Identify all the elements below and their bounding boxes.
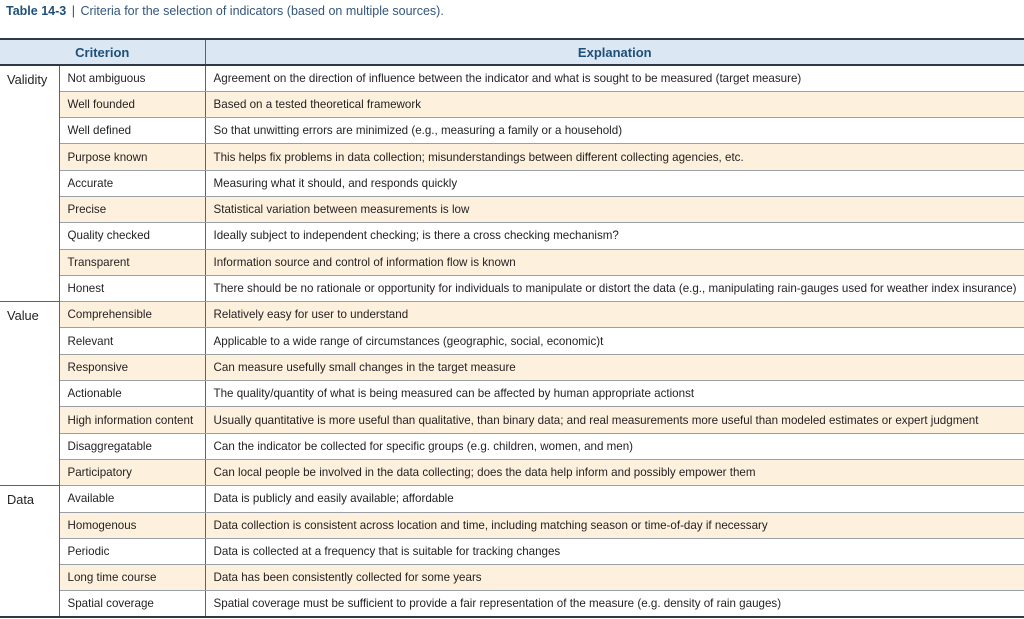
table-number: Table 14-3 [6, 4, 67, 18]
criterion-cell: Well defined [59, 118, 205, 144]
table-row [0, 118, 1024, 144]
table-row [0, 433, 1024, 459]
criterion-cell: Periodic [59, 538, 205, 564]
explanation-cell: Ideally subject to independent checking; is there a cross checking mechanism? [205, 223, 1024, 249]
criterion-cell: Available [59, 486, 205, 512]
explanation-cell: Based on a tested theoretical framework [205, 91, 1024, 117]
criterion-cell: Quality checked [59, 223, 205, 249]
criterion-cell: Homogenous [59, 512, 205, 538]
explanation-cell: Relatively easy for user to understand [205, 302, 1024, 328]
explanation-cell: So that unwitting errors are minimized (e.g., measuring a family or a household) [205, 118, 1024, 144]
caption-text: Criteria for the selection of indicators (based on multiple sources). [80, 4, 444, 18]
criterion-cell: Comprehensible [59, 302, 205, 328]
criteria-table [0, 38, 1024, 618]
explanation-cell: Information source and control of information flow is known [205, 249, 1024, 275]
criterion-cell: High information content [59, 407, 205, 433]
table-row [0, 565, 1024, 591]
explanation-cell: Agreement on the direction of influence between the indicator and what is sought to be measured (target measure) [205, 65, 1024, 91]
criterion-cell: Actionable [59, 381, 205, 407]
criterion-cell: Not ambiguous [59, 65, 205, 91]
table-row [0, 354, 1024, 380]
criterion-cell: Relevant [59, 328, 205, 354]
explanation-cell: Can local people be involved in the data collecting; does the data help inform and possibly empower them [205, 459, 1024, 485]
explanation-cell: Can the indicator be collected for specific groups (e.g. children, women, and men) [205, 433, 1024, 459]
criterion-cell: Long time course [59, 565, 205, 591]
caption-separator: | [71, 4, 75, 18]
explanation-cell: The quality/quantity of what is being measured can be affected by human appropriate actionst [205, 381, 1024, 407]
explanation-cell: Data collection is consistent across location and time, including matching season or time-of-day if necessary [205, 512, 1024, 538]
criterion-cell: Participatory [59, 459, 205, 485]
table-row [0, 302, 1024, 328]
table-row [0, 65, 1024, 91]
criterion-cell: Well founded [59, 91, 205, 117]
table-row [0, 512, 1024, 538]
explanation-cell: Data has been consistently collected for some years [205, 565, 1024, 591]
header-row [0, 39, 1024, 65]
explanation-cell: Applicable to a wide range of circumstances (geographic, social, economic)t [205, 328, 1024, 354]
explanation-cell: Spatial coverage must be sufficient to provide a fair representation of the measure (e.g. density of rain gauges) [205, 591, 1024, 617]
table-row [0, 591, 1024, 617]
table-row [0, 407, 1024, 433]
table-row [0, 249, 1024, 275]
explanation-cell: Data is publicly and easily available; affordable [205, 486, 1024, 512]
table-row [0, 196, 1024, 222]
criterion-cell: Honest [59, 275, 205, 301]
table-row [0, 538, 1024, 564]
explanation-cell: Can measure usefully small changes in the target measure [205, 354, 1024, 380]
table-row [0, 275, 1024, 301]
table-row [0, 170, 1024, 196]
criterion-cell: Spatial coverage [59, 591, 205, 617]
table-row [0, 486, 1024, 512]
table-body [0, 65, 1024, 617]
table-row [0, 459, 1024, 485]
criterion-cell: Accurate [59, 170, 205, 196]
table-row [0, 328, 1024, 354]
criterion-cell: Precise [59, 196, 205, 222]
explanation-cell: Statistical variation between measurements is low [205, 196, 1024, 222]
explanation-cell: Data is collected at a frequency that is suitable for tracking changes [205, 538, 1024, 564]
table-row [0, 223, 1024, 249]
criterion-cell: Purpose known [59, 144, 205, 170]
header-explanation: Explanation [205, 39, 1024, 65]
criterion-cell: Responsive [59, 354, 205, 380]
category-cell: Data [0, 486, 59, 617]
table-row [0, 144, 1024, 170]
table-caption [6, 2, 444, 26]
explanation-cell: This helps fix problems in data collection; misunderstandings between different collecting agencies, etc. [205, 144, 1024, 170]
category-cell: Value [0, 302, 59, 486]
criterion-cell: Transparent [59, 249, 205, 275]
table-row [0, 381, 1024, 407]
header-criterion: Criterion [0, 39, 205, 65]
explanation-cell: There should be no rationale or opportunity for individuals to manipulate or distort the data (e.g., manipulating rain-gauges used for weather index insurance) [205, 275, 1024, 301]
table-row [0, 91, 1024, 117]
explanation-cell: Usually quantitative is more useful than qualitative, than binary data; and real measurements more useful than modeled estimates or expert judgment [205, 407, 1024, 433]
criterion-cell: Disaggregatable [59, 433, 205, 459]
category-cell: Validity [0, 65, 59, 302]
explanation-cell: Measuring what it should, and responds quickly [205, 170, 1024, 196]
